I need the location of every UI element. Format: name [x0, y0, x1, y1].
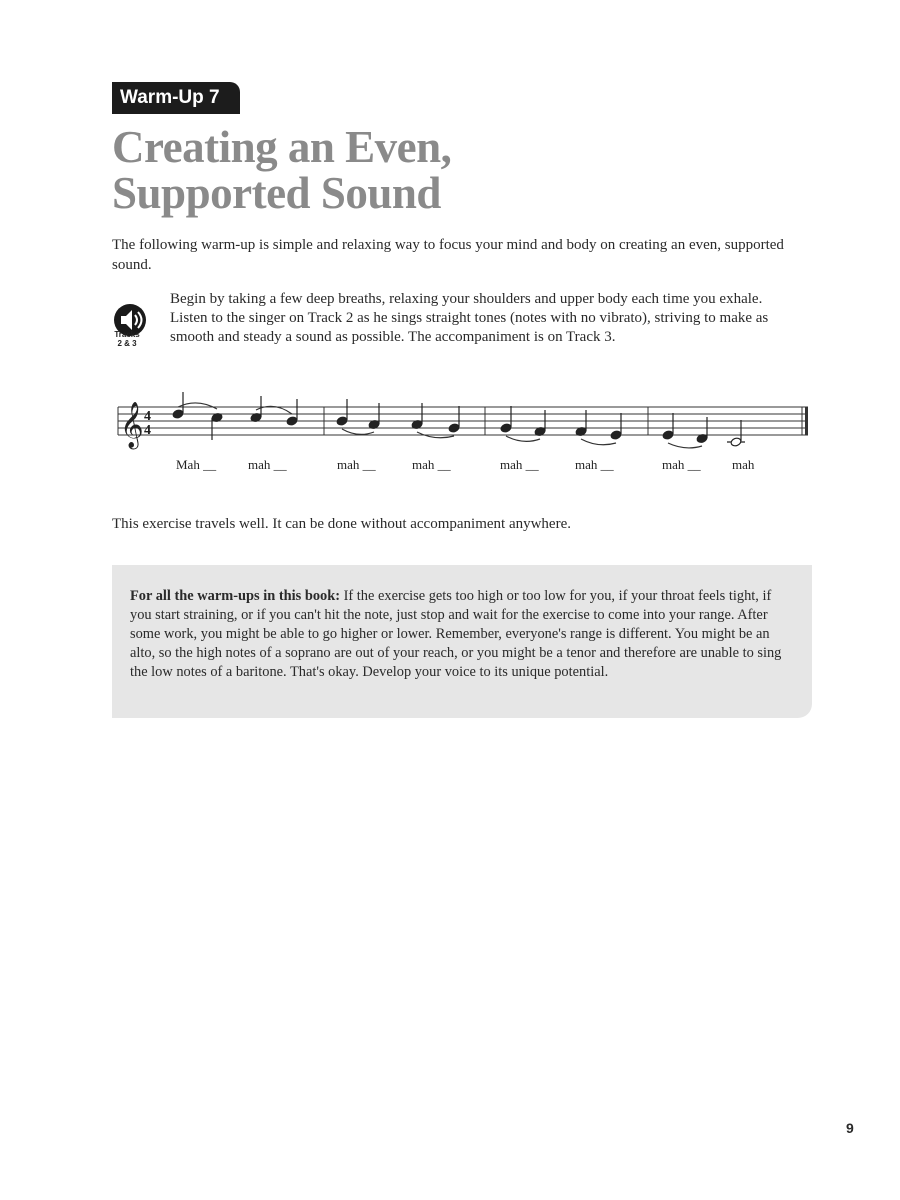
- treble-clef: 𝄞: [120, 402, 144, 448]
- page-number: 9: [846, 1120, 854, 1136]
- lyric: mah __: [662, 457, 701, 472]
- tracks-label: [112, 330, 142, 348]
- note: [286, 416, 298, 426]
- tracks-label-line-2: 2 & 3: [117, 339, 137, 348]
- lyric: mah __: [248, 457, 287, 472]
- slurs: [178, 403, 702, 448]
- lyric: mah __: [575, 457, 614, 472]
- title-line-1: Creating an Even,: [112, 122, 452, 172]
- music-staff: [112, 392, 812, 452]
- note: [662, 430, 674, 440]
- callout-box: [112, 565, 812, 718]
- note: [172, 409, 184, 419]
- callout-text: [130, 587, 794, 682]
- track-instructions: Begin by taking a few deep breaths, relaxing your shoulders and upper body each time you exhale. Listen to the singer on Track 2 as he sings straight tones (notes with no vibrato), striving to make as smooth and steady a sound as possible. The accompaniment is on Track 3.: [170, 291, 769, 345]
- note: [610, 430, 622, 440]
- time-sig-bottom: 4: [144, 423, 151, 438]
- final-barline: [805, 407, 808, 435]
- half-note: [730, 437, 742, 447]
- travel-note: This exercise travels well. It can be done without accompaniment anywhere.: [112, 516, 571, 532]
- lyric: mah __: [500, 457, 539, 472]
- section-tag: Warm-Up 7: [112, 82, 240, 114]
- intro-paragraph: The following warm-up is simple and relaxing way to focus your mind and body on creating an even, supported sound.: [112, 237, 784, 273]
- note: [448, 423, 460, 433]
- lyric: mah: [732, 457, 755, 472]
- title-line-2: Supported Sound: [112, 168, 441, 218]
- callout-body: If the exercise gets too high or too low for you, if your throat feels tight, if you start straining, or if you can't hit the note, just stop and wait for the exercise to come into your range. After some work, you might be able to go higher or lower. Remember, everyone's range is different. You might be an alto, so the high notes of a soprano are out of your reach, or you might be a tenor and therefore are unable to sing the low notes of a baritone. That's okay. Develop your voice to its unique potential.: [130, 588, 782, 680]
- callout-lead: For all the warm-ups in this book:: [130, 588, 341, 604]
- lyric: mah __: [412, 457, 451, 472]
- tracks-label-line-1: Tracks: [114, 330, 140, 339]
- time-sig-top: 4: [144, 409, 151, 424]
- note: [336, 416, 348, 426]
- lyric: Mah __: [176, 457, 217, 472]
- note: [500, 423, 512, 433]
- page-title: [112, 124, 451, 216]
- lyric: mah __: [337, 457, 376, 472]
